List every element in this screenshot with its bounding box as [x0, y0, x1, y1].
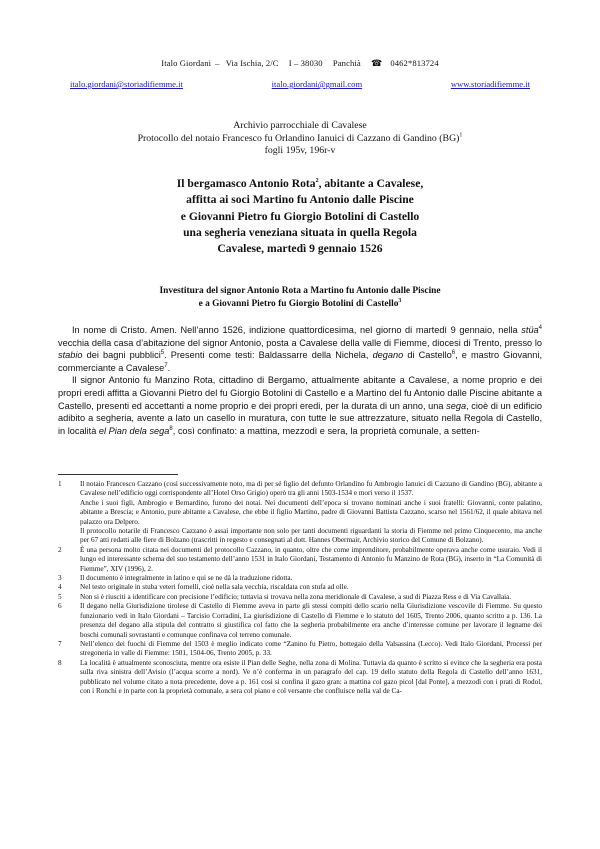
- footnote-6: [58, 602, 542, 640]
- footnote-paragraph: Anche i suoi figli, Ambrogio e Bernardino, furono dei notai. Nei documenti dell’epoca si trovano nominati anche i suoi fratelli: Giovanni, conte palatino, abitante a Brescia; e Antonio, pure abitante a Cavalese, che ebbe il figlio Martino, padre di Giovanni Battista Cazzano, scarso nel 1561/62, il quale abitava nel palazzo ora Delpero.: [80, 498, 542, 526]
- website-link[interactable]: www.storiadifiemme.it: [450, 79, 530, 89]
- footnote-number: 5: [58, 592, 62, 601]
- title-line-1: Il bergamasco Antonio Rota$^2$, abitante a Cavalese,: [176, 177, 424, 190]
- title-line-2: affitta ai soci Martino fu Antonio dalle Piscine: [186, 193, 414, 207]
- footnote-text: [80, 640, 542, 659]
- footnote-ref-6[interactable]: 6: [451, 350, 456, 357]
- footnote-text: [80, 602, 542, 640]
- footnote-paragraph: Il documento è integralmente in latino e qui se ne dà la traduzione ridotta.: [80, 574, 293, 583]
- footnote-7: [58, 640, 542, 659]
- title-line-3: e Giovanni Pietro fu Giorgio Botolini di Castello: [180, 209, 420, 223]
- postcode: I – 38030: [288, 58, 323, 68]
- footnote-paragraph: Nell’elenco dei fuochi di Fiemme del 1503 è meglio indicato come “Zanino fu Pietro, bottegaio della Valsassina (Lecco). Vedi Italo Giordani, Processi per stregoneria in valle di Fiemme: 1501, 1504-06, Trento 2005, p. 33.: [80, 639, 542, 658]
- footnote-ref-1[interactable]: 1: [459, 132, 463, 139]
- footnote-paragraph: Il degano nella Giurisdizione tirolese di Castello di Fiemme aveva in parte gli stessi compiti dello scario nella Giurisdizione vescovile di Fiemme. Su questo funzionario vedi in Italo Giordani – Tarcisio Corradini, La giurisdizione di Castello di Fiemme e lo statuto del 1605, Trento 2006, quanto scritto a p. 136. La presenza del degano alla stipula del contratto si giustifica col fatto che la segheria probabilmente era anche d’interesse comune per lavorare il legname dei boschi comunali sovrastanti e comunque confinava col terreno comunale.: [80, 602, 542, 639]
- contact-links: [70, 79, 530, 89]
- author-address: Via Ischia, 2/C: [225, 58, 279, 68]
- footnote-paragraph: Il protocollo notarile di Francesco Cazzano è assai importante non solo per tanti documenti riguardanti la storia di Fiemme nel primo Cinquecento, ma anche per 67 atti redatti alle fiere di Bolzano (trascritti in regesto e consegnati al dott. Hannes Obermair, Archivio storico del Comune di Bolzano).: [80, 527, 542, 545]
- footnote-ref-3[interactable]: 3: [398, 297, 402, 304]
- footnote-number: 4: [58, 583, 62, 592]
- footnote-4: [58, 583, 542, 592]
- footnote-number: 8: [58, 658, 62, 667]
- telephone-icon: ☎: [371, 58, 383, 68]
- footnote-paragraph: Il notaio Francesco Cazzano (così successivamente noto, ma di per sé figlio del defunto Orlandino fu Ambrogio Ianuici di Cazzano di Gandino (BG), abitante a Cavalese nell’edificio oggi corrispondente all’Hotel Orso Grigio) operò tra gli anni 1503-1534 e morì verso il 1537.: [80, 480, 542, 498]
- footnote-ref-8[interactable]: 8: [169, 425, 173, 432]
- footnote-number: 2: [58, 545, 62, 554]
- footnote-text: [80, 583, 542, 592]
- footnote-2: [58, 546, 542, 574]
- footnote-number: 7: [58, 639, 62, 648]
- footnote-text: [80, 593, 542, 602]
- letterhead: Italo Giordani – Via Ischia, 2/C I – 38030 Panchià ☎ 0462*813724: [161, 58, 439, 68]
- footnote-paragraph: Nel testo originale in stuba veteri fornelli, cioè nella sala vecchia, riscaldata con stufa ad olle.: [80, 583, 349, 592]
- document-subtitle: [0, 285, 600, 311]
- footnote-text: [80, 659, 542, 697]
- footnote-number: 6: [58, 602, 62, 611]
- archive-reference: [0, 120, 600, 158]
- footnote-paragraph: La località è attualmente sconosciuta, mentre ora esiste il Pian delle Seghe, nella zona di Molina. Tuttavia da quanto è scritto si evince che la segheria era posta sulla riva sinistra dell’Avisio (l’acqua scorre a nord). Ve n’è conferma in un paragrafo del cap. 19 dello statuto della Regola di Castello dell’anno 1631, pubblicato nel volume citato a nota precedente, dove a p. 161 così si confina il gazo gran: a mattina col gazo picol [dal Ponte], a mezzodì con i prati di Rodol, con i Ronchi e in parte con la proprietà comunale, a sera col piano e col versante che confluisce nella val de Ca-: [80, 658, 542, 695]
- archive-line-3: fogli 195v, 196r-v: [264, 145, 336, 156]
- footnote-text: [80, 546, 542, 574]
- footnote-paragraph: È una persona molto citata nei documenti del protocollo Cazzano, in quanto, oltre che come imprenditore, probabilmente operava anche come usuraio. Vedi il lungo ed interessante schema del suo testamento dell’anno 1531 in Italo Giordani, Testamento di Antonio fu Manzino de Rota (BG), inserto in “La Comunità di Fiemme”, XIV (1996), 2.: [80, 545, 542, 573]
- email-link-1[interactable]: italo.giordani@storiadifiemme.it: [70, 79, 183, 89]
- footnote-number: 3: [58, 574, 62, 583]
- footnote-1: [58, 480, 542, 546]
- title-line-4: una segheria veneziana situata in quella Regola: [183, 225, 417, 239]
- subtitle-line-1: Investitura del signor Antonio Rota a Martino fu Antonio dalle Piscine: [159, 286, 441, 296]
- body-text: [58, 324, 542, 437]
- paragraph-2: Il signor Antonio fu Manzino Rota, cittadino di Bergamo, attualmente abitante a Cavalese, a nome proprio e dei propri eredi affitta a Giovanni Pietro del fu Giorgio Botolini di Castello e a Martino del fu Antonio dalle Piscine abitante a Castello, presenti ed accettanti a nome proprio e dei propri eredi, per la durata di un anno, una sega, cioè di un edificio adibito a segheria, avente a lato un casello in muratura, con tutte le sue attrezzature, situato nella Regola di Castello, in località el Pian dela sega$^8$, così confinato: a mattina, mezzodì e sera, la proprietà comunale, a setten-: [58, 375, 542, 436]
- subtitle-line-2: e a Giovanni Pietro fu Giorgio Botolini di Castello$^3$: [198, 297, 402, 309]
- footnote-ref-5[interactable]: 5: [160, 350, 165, 357]
- footnote-number: 1: [58, 480, 62, 488]
- document-title: [0, 176, 600, 257]
- footnote-3: [58, 574, 542, 583]
- town: Panchià: [332, 58, 361, 68]
- footnote-ref-7[interactable]: 7: [164, 362, 168, 369]
- footnote-ref-4[interactable]: 4: [538, 324, 543, 331]
- paragraph-1: In nome di Cristo. Amen. Nell’anno 1526, indizione quattordicesima, nel giorno di martedì 9 gennaio, nella stüa$^4$ vecchia della casa d’abitazione del signor Antonio, posta a Cavalese della valle di Fiemme, diocesi di Trento, presso lo stabio dei bagni pubblici$^5$. Presenti come testi: Baldassarre della Nichela, degano di Castello$^6$, e mastro Giovanni, commerciante a Cavalese$^7$.: [58, 324, 543, 373]
- footnote-text: [80, 574, 542, 583]
- email-link-2[interactable]: italo.giordani@gmail.com: [271, 79, 363, 89]
- author-name: Italo Giordani: [161, 58, 212, 68]
- footnote-paragraph: Non si è riusciti a identificare con precisione l’edificio; tuttavia si trovava nella zona meridionale di Cavalese, a sud di Piazza Ress e di Via Cavallaia.: [80, 592, 512, 601]
- phone-number: 0462*813724: [390, 58, 439, 68]
- archive-line-1: Archivio parrocchiale di Cavalese: [233, 120, 367, 131]
- title-date: Cavalese, martedì 9 gennaio 1526: [217, 242, 383, 256]
- footnote-separator: [58, 474, 178, 475]
- footnote-text: [80, 480, 542, 546]
- archive-line-2: Protocollo del notaio Francesco fu Orlandino Ianuici di Cazzano di Gandino (BG)$^1$: [137, 132, 463, 144]
- footnotes: [58, 480, 542, 696]
- footnote-ref-2[interactable]: 2: [315, 178, 319, 185]
- footnote-8: [58, 659, 542, 697]
- footnote-5: [58, 593, 542, 602]
